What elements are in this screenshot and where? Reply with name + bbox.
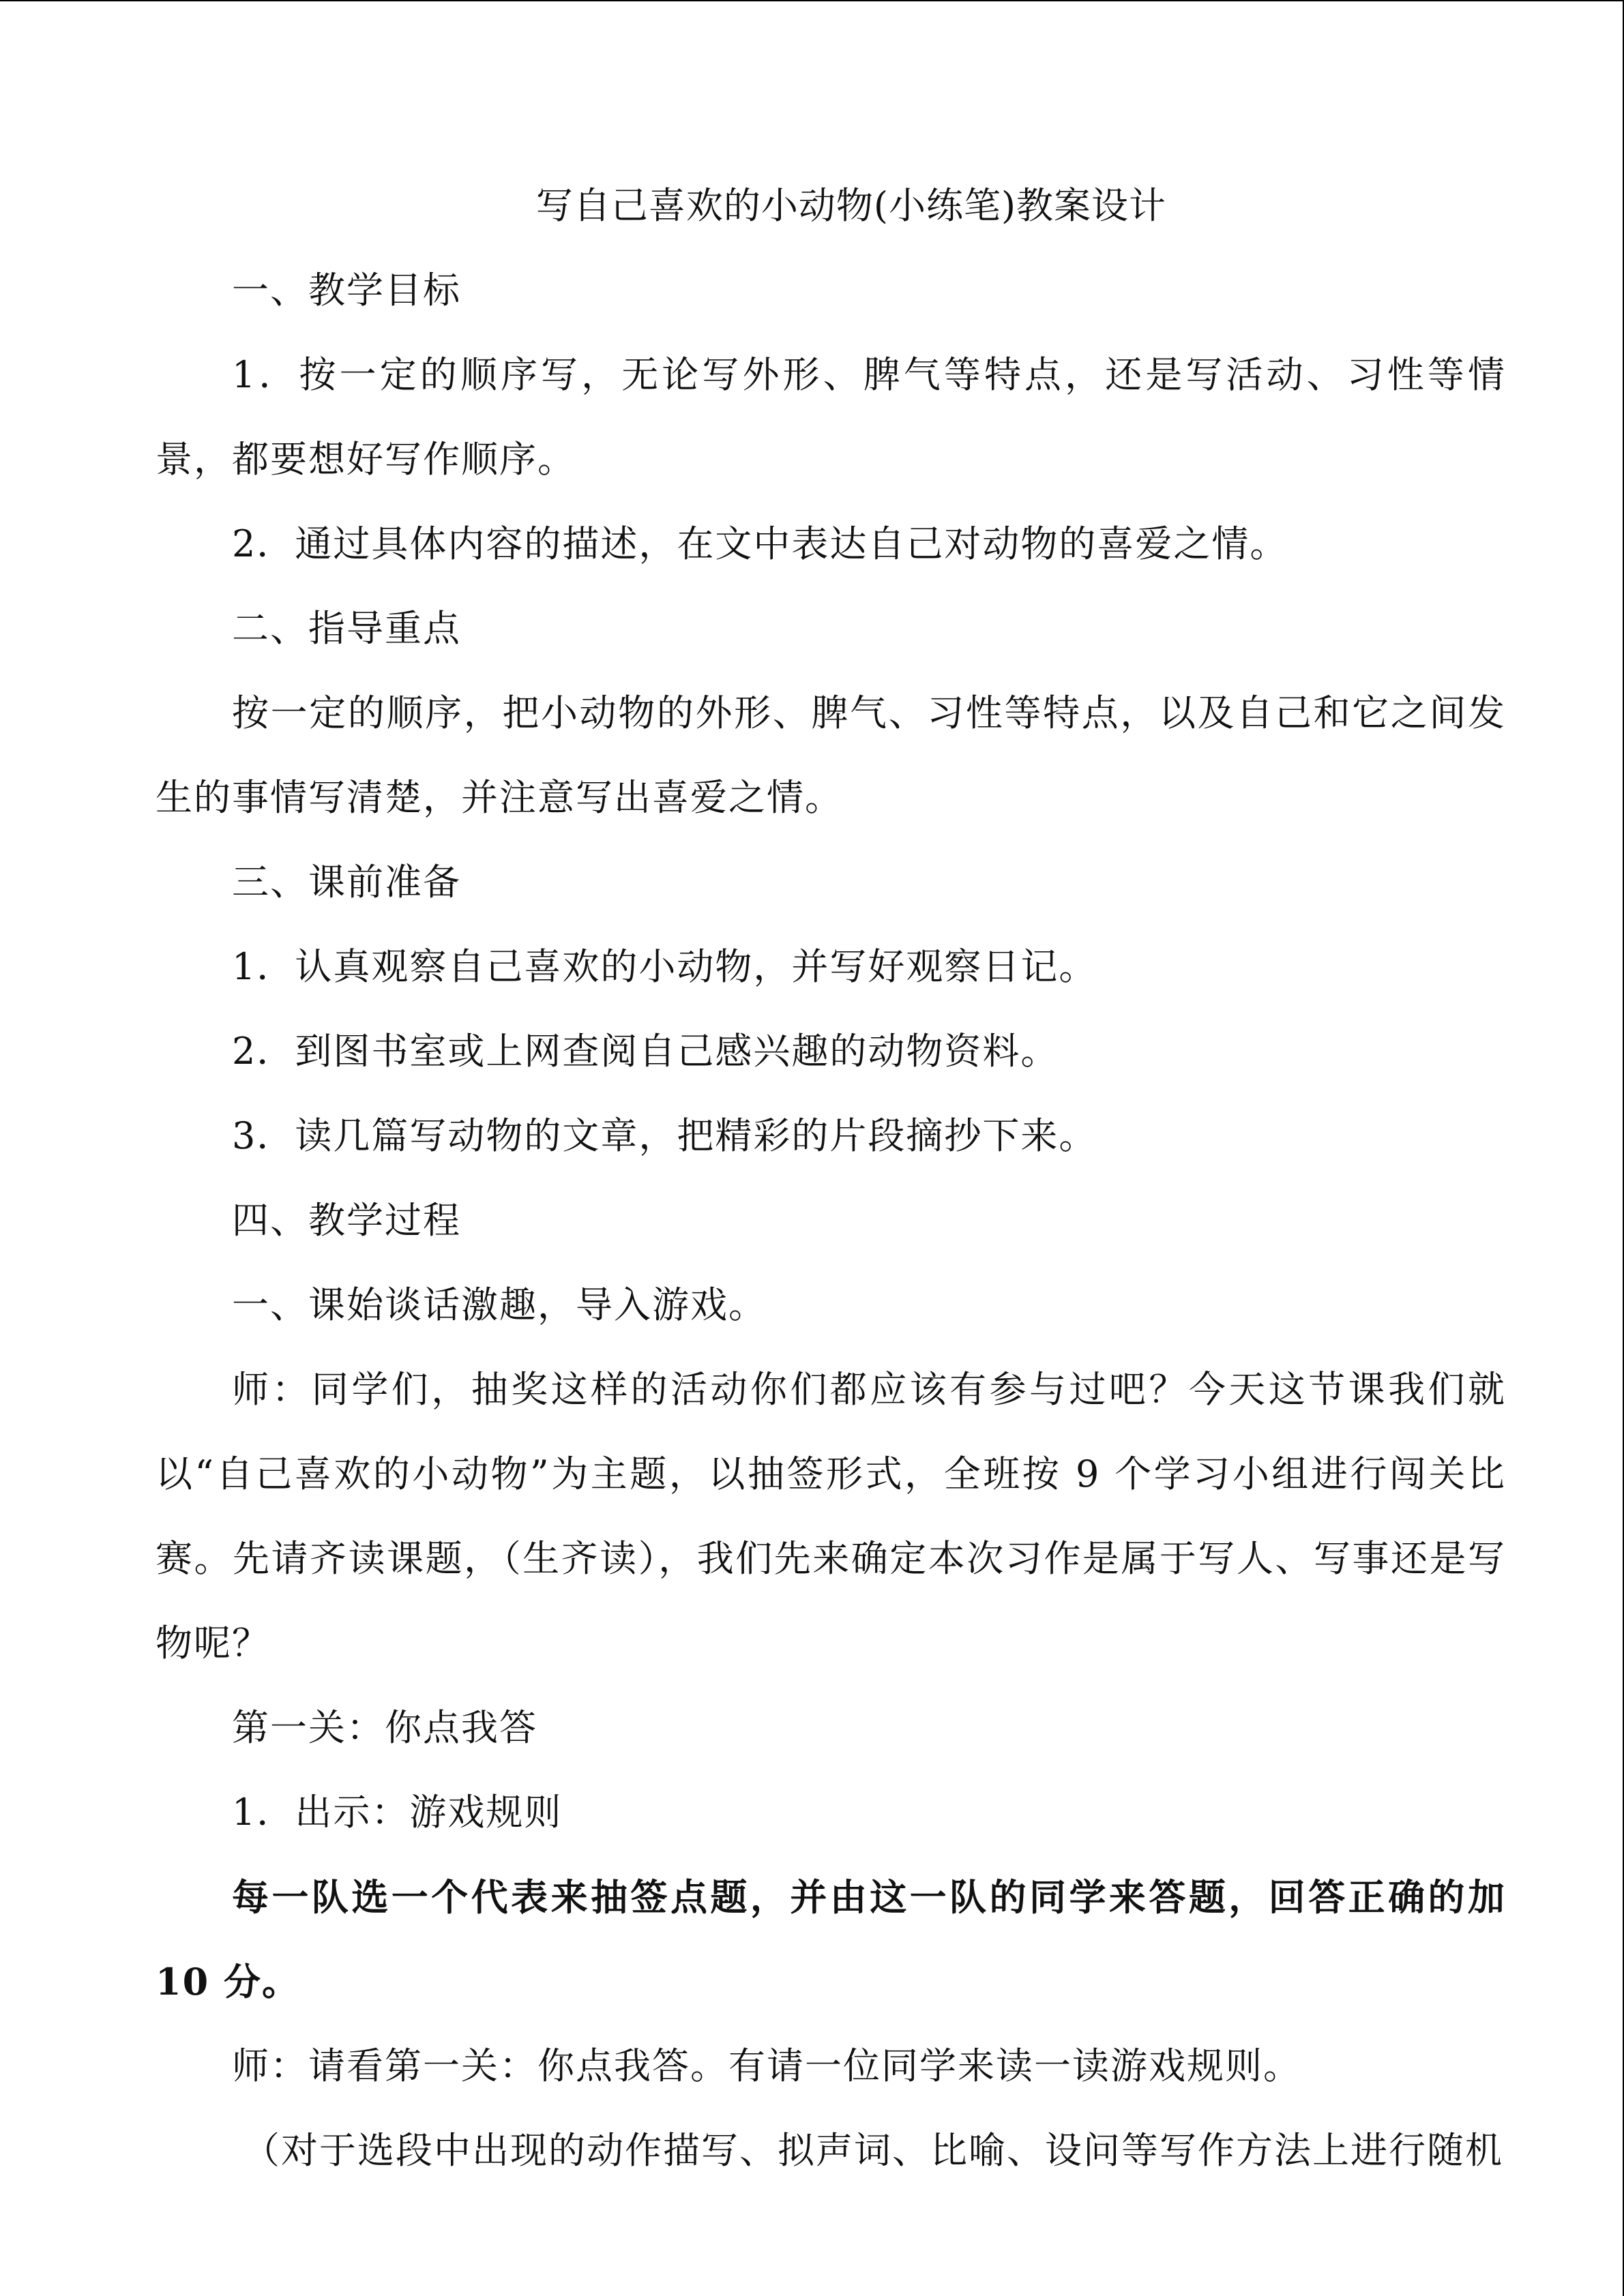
goal-item-2: 2．通过具体内容的描述，在文中表达自己对动物的喜爱之情。 xyxy=(232,522,1288,565)
heading-teaching-process: 四、教学过程 xyxy=(232,1199,461,1242)
teacher-level-one: 师：请看第一关：你点我答。有请一位同学来读一读游戏规则。 xyxy=(232,2044,1301,2087)
heading-guidance-focus: 二、指导重点 xyxy=(232,607,461,650)
guidance-focus-text: 按一定的顺序，把小动物的外形、脾气、习性等特点，以及自己和它之间发生的事情写清楚，并注意写出喜爱之情。 xyxy=(156,691,1506,819)
document-title: 写自己喜欢的小动物(小练笔)教案设计 xyxy=(535,184,1167,227)
game-rules-text: 每一队选一个代表来抽签点题，并由这一队的同学来答题，回答正确的加 10 分。 xyxy=(156,1875,1506,2003)
heading-teaching-goals: 一、教学目标 xyxy=(232,269,461,312)
parenthetical-note: （对于选段中出现的动作描写、拟声词、比喻、设问等写作方法上进行随机 xyxy=(243,2129,1503,2172)
heading-preparation: 三、课前准备 xyxy=(232,861,461,904)
show-game-rules: 1．出示：游戏规则 xyxy=(232,1791,563,1834)
teacher-intro-paragraph: 师：同学们，抽奖这样的活动你们都应该有参与过吧？今天这节课我们就以“自己喜欢的小动物”为主题，以抽签形式，全班按 9 个学习小组进行闯关比赛。先请齐读课题，（生齐读），我们先来确定本次习作是属于写人、写事还是写物呢？ xyxy=(156,1368,1506,1665)
goal-item-1: 1．按一定的顺序写，无论写外形、脾气等特点，还是写活动、习性等情景，都要想好写作顺序。 xyxy=(156,353,1506,481)
preparation-item-2: 2．到图书室或上网查阅自己感兴趣的动物资料。 xyxy=(232,1030,1059,1073)
level-one-heading: 第一关：你点我答 xyxy=(232,1706,537,1749)
preparation-item-1: 1．认真观察自己喜欢的小动物，并写好观察日记。 xyxy=(232,945,1097,988)
process-step-1: 一、课始谈话激趣，导入游戏。 xyxy=(232,1283,767,1326)
preparation-item-3: 3．读几篇写动物的文章，把精彩的片段摘抄下来。 xyxy=(232,1114,1097,1157)
document-body xyxy=(156,164,1506,2193)
